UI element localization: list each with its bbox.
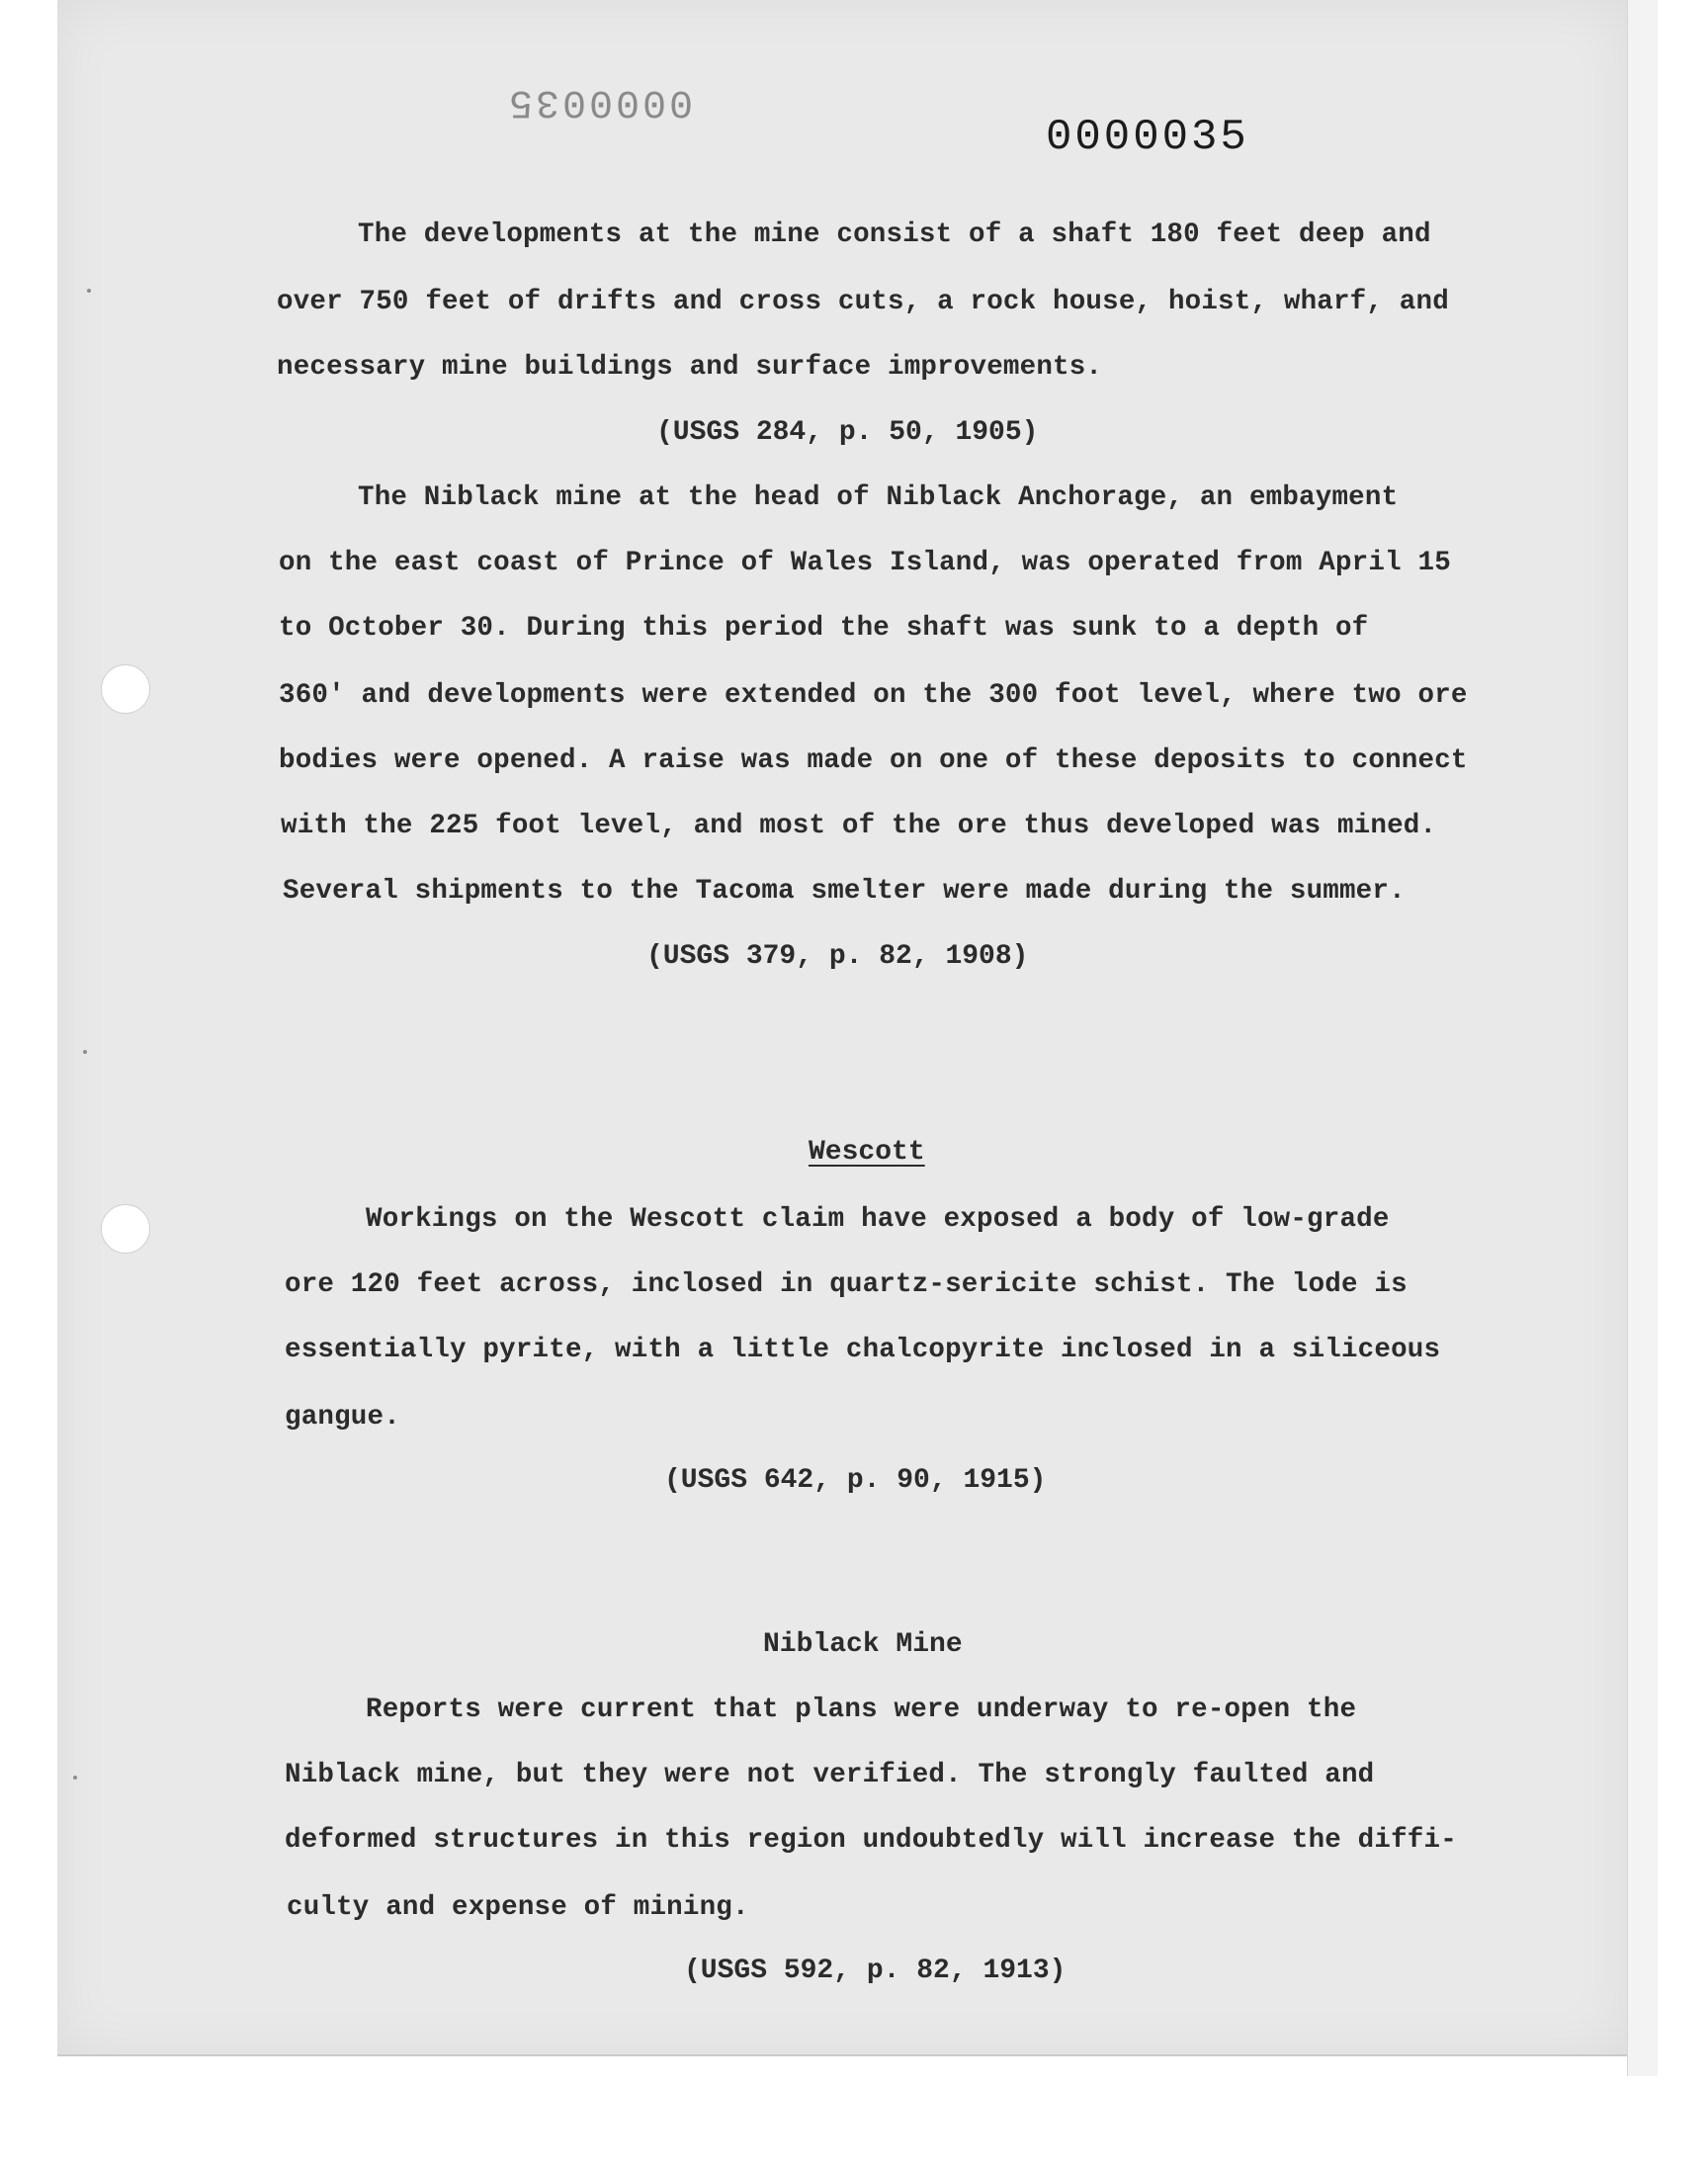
paragraph-line: deformed structures in this region undoubtedly will increase the diffi- xyxy=(285,1825,1457,1856)
paragraph-line: ore 120 feet across, inclosed in quartz-sericite schist. The lode is xyxy=(285,1269,1408,1300)
paragraph-line: Niblack mine, but they were not verified. The strongly faulted and xyxy=(285,1760,1375,1790)
paragraph-line: The developments at the mine consist of a shaft 180 feet deep and xyxy=(358,219,1431,250)
scan-bottom-edge xyxy=(57,2054,1627,2056)
scan-speck xyxy=(87,289,91,293)
section-heading: Niblack Mine xyxy=(763,1629,963,1660)
citation: (USGS 592, p. 82, 1913) xyxy=(684,1956,1067,1986)
paragraph-line: necessary mine buildings and surface improvements. xyxy=(277,352,1103,383)
page-number-stamp: 0000035 xyxy=(1046,113,1249,162)
paragraph-line: with the 225 foot level, and most of the ore thus developed was mined. xyxy=(281,811,1437,841)
paragraph-line: bodies were opened. A raise was made on one of these deposits to connect xyxy=(279,745,1468,776)
paragraph-line: on the east coast of Prince of Wales Island, was operated from April 15 xyxy=(279,548,1451,578)
citation: (USGS 379, p. 82, 1908) xyxy=(646,941,1029,972)
paragraph-line: The Niblack mine at the head of Niblack Anchorage, an embayment xyxy=(358,482,1399,513)
paragraph-line: Several shipments to the Tacoma smelter were made during the summer. xyxy=(283,876,1406,907)
citation: (USGS 642, p. 90, 1915) xyxy=(664,1465,1047,1496)
punch-hole-lower xyxy=(101,1204,150,1254)
scan-edge-strip xyxy=(1627,0,1658,2076)
punch-hole-upper xyxy=(101,664,150,714)
paragraph-line: 360' and developments were extended on the 300 foot level, where two ore xyxy=(279,680,1468,711)
faded-page-number-stamp: 0000035 xyxy=(506,79,694,124)
paragraph-line: over 750 feet of drifts and cross cuts, a rock house, hoist, wharf, and xyxy=(277,287,1449,317)
paragraph-line: gangue. xyxy=(285,1402,400,1433)
section-heading: Wescott xyxy=(809,1137,925,1168)
paragraph-line: to October 30. During this period the shaft was sunk to a depth of xyxy=(279,613,1369,644)
paragraph-line: essentially pyrite, with a little chalcopyrite inclosed in a siliceous xyxy=(285,1335,1441,1365)
scan-speck xyxy=(73,1776,77,1780)
paragraph-line: Workings on the Wescott claim have exposed a body of low-grade xyxy=(366,1204,1390,1235)
paragraph-line: Reports were current that plans were underway to re-open the xyxy=(366,1695,1357,1725)
citation: (USGS 284, p. 50, 1905) xyxy=(656,417,1039,448)
scan-speck xyxy=(83,1050,87,1054)
paragraph-line: culty and expense of mining. xyxy=(287,1892,749,1923)
